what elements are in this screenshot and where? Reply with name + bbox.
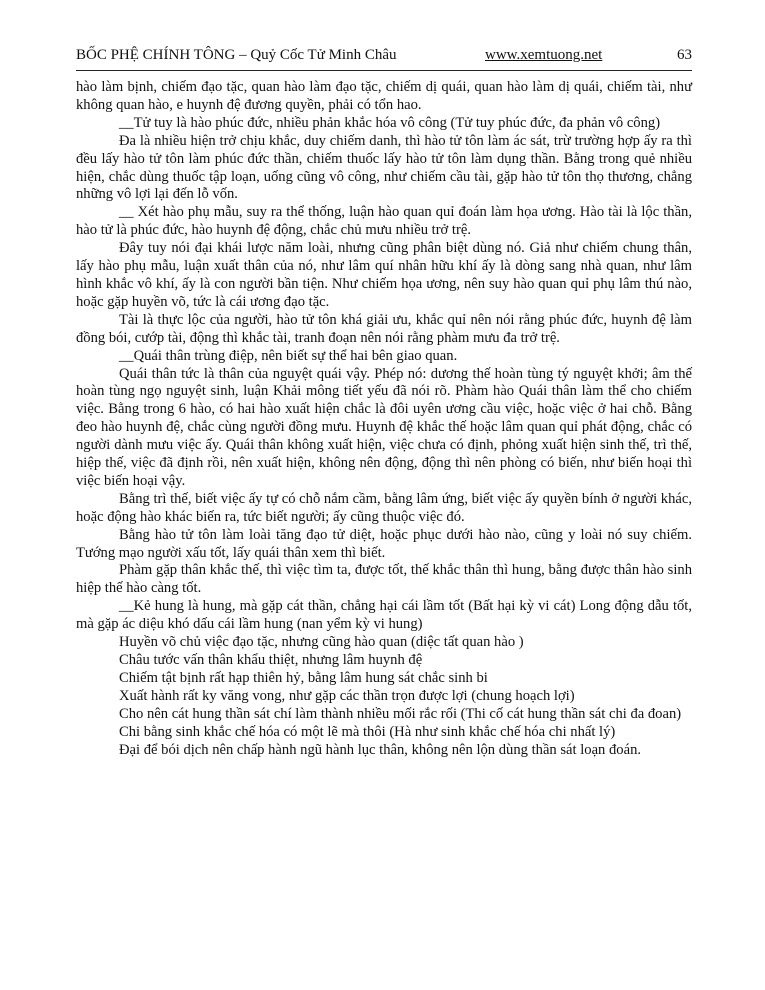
paragraph: Đại để bói dịch nên chấp hành ngũ hành lục thân, không nên lộn dùng thần sát loạn đoán. xyxy=(119,741,642,758)
paragraph: Đây tuy nói đại khái lược năm loài, nhưng cũng phân biệt dùng nó. Giả như chiếm chung thân, lấy hào phụ mẫu, luận xuất thân của nó, như lâm quí nhân hữu khí ấy là dòng sang nhà quan, như lâm hình khắc vô khí, ấy là con người bần tiện. Như chiếm họa ương, nên suy hào quan quỉ phụ lâm thú nào, hoặc gặp huyền võ, tức là cái ương đạo tặc. xyxy=(76,240,692,310)
document-body xyxy=(76,79,692,759)
paragraph: Đa là nhiều hiện trở chịu khắc, duy chiếm danh, thì hào tử tôn làm ác sát, trừ trường hợp ấy ra thì đều lấy hào tử tôn làm phúc đức thần, chiếm thuốc lấy hào tử tôn làm dụng thần. Bằng trong quẻ nhiều hiện, chắc dùng thuốc tập loạn, uống cũng vô công, như chiếm cầu tài, gặp hào tử tôn thọ thương, chẳng những vô lợi lại đến lỗ vốn. xyxy=(76,132,692,203)
page-header xyxy=(76,44,692,68)
paragraph: Chi bằng sinh khắc chế hóa có một lẽ mà thôi (Hà như sinh khắc chế hóa chi nhất lý) xyxy=(119,723,616,740)
header-divider xyxy=(76,70,692,71)
paragraph: __Kẻ hung là hung, mà gặp cát thần, chẳng hại cái lầm tốt (Bất hại kỳ vi cát) Long động dẫu tốt, mà gặp ác diệu khó dấu cái lầm hung (nan yểm kỳ vi hung) xyxy=(76,598,692,633)
paragraph: Tài là thực lộc của người, hào tử tôn khá giải ưu, khắc quỉ nên nói rằng phúc đức, huynh đệ làm đồng bói, cướp tài, động thì khắc tài, tranh đoạn nên nói rằng phàm mưu đa trở trệ. xyxy=(76,311,692,346)
paragraph: Huyền võ chủ việc đạo tặc, nhưng cũng hào quan (diệc tất quan hào ) xyxy=(119,634,524,651)
paragraph: Bằng trì thế, biết việc ấy tự có chỗ nắm cầm, bằng lâm ứng, biết việc ấy quyền bính ở người khác, hoặc động hào khác biến ra, tức biết người; ấy cũng thuộc việc đó. xyxy=(76,490,692,525)
paragraph: Cho nên cát hung thần sát chí làm thành nhiều mối rắc rối (Thi cố cát hung thần sát chi đa đoan) xyxy=(119,705,682,722)
paragraph: Chiếm tật bịnh rất hạp thiên hỷ, bằng lâm hung sát chắc sinh bi xyxy=(119,669,488,686)
header-website-link[interactable]: www.xemtuong.net xyxy=(485,47,603,63)
paragraph: Xuất hành rất ky văng vong, như gặp các thần trọn được lợi (chung hoạch lợi) xyxy=(119,687,575,704)
paragraph: Bằng hào tử tôn làm loài tăng đạo tử diệt, hoặc phục dưới hào nào, cũng y loài nó suy chiếm. Tướng mạo người xấu tốt, lấy quái thân xem thì biết. xyxy=(76,526,692,561)
paragraph: Quái thân tức là thân của nguyệt quái vậy. Phép nó: dương thế hoàn tùng tý nguyệt khởi; âm thế hoàn tùng ngọ nguyệt sinh, luận Khải mông tiết yếu đã nói rõ. Phàm hào Quái thân làm thể cho chiếm việc. Bằng trong 6 hào, có hai hào xuất hiện chắc là đôi uyên ương cầu việc, hoặc việc ở hai chỗ. Bằng đeo hào huynh đệ, chắc cùng người đồng mưu. Huynh đệ khắc thế hoặc lâm quan quỉ phát động, chắc có người dành mưu việc ấy. Quái thân không xuất hiện, việc chưa có định, phỏng xuất hiện sinh thế, trì thế, hiệp thế, việc đã định rồi, nên xuất hiện, không nên động, động thì nên phòng có biến, như biến hoại thì việc biến hoại vậy. xyxy=(76,365,692,489)
paragraph: Châu tước vấn thân khẩu thiệt, nhưng lâm huynh đệ xyxy=(119,652,423,668)
page-number: 63 xyxy=(677,47,692,63)
paragraph: __Tử tuy là hào phúc đức, nhiều phản khắc hóa vô công (Tử tuy phúc đức, đa phản vô công) xyxy=(119,114,661,131)
paragraph: Phàm gặp thân khắc thế, thì việc tìm ta, được tốt, thế khắc thân thì hung, bằng được thân hào sinh hiệp thế hào càng tốt. xyxy=(76,562,692,597)
header-title: BỐC PHỆ CHÍNH TÔNG – Quỷ Cốc Tử Minh Châu xyxy=(76,47,397,63)
paragraph: __Quái thân trùng điệp, nên biết sự thể hai bên giao quan. xyxy=(119,347,458,364)
paragraph: hào làm bịnh, chiếm đạo tặc, quan hào làm đạo tặc, chiếm dị quái, quan hào làm dị quái, chiếm tài, như không quan hào, e huynh đệ đương quyền, phải có tổn hao. xyxy=(76,79,692,113)
paragraph: __ Xét hào phụ mẫu, suy ra thể thống, luận hào quan quỉ đoán làm họa ương. Hào tài là lộc thần, hào tử là phúc đức, hào huynh đệ động, chắc chủ mưu nhiều trở trệ. xyxy=(76,204,692,239)
